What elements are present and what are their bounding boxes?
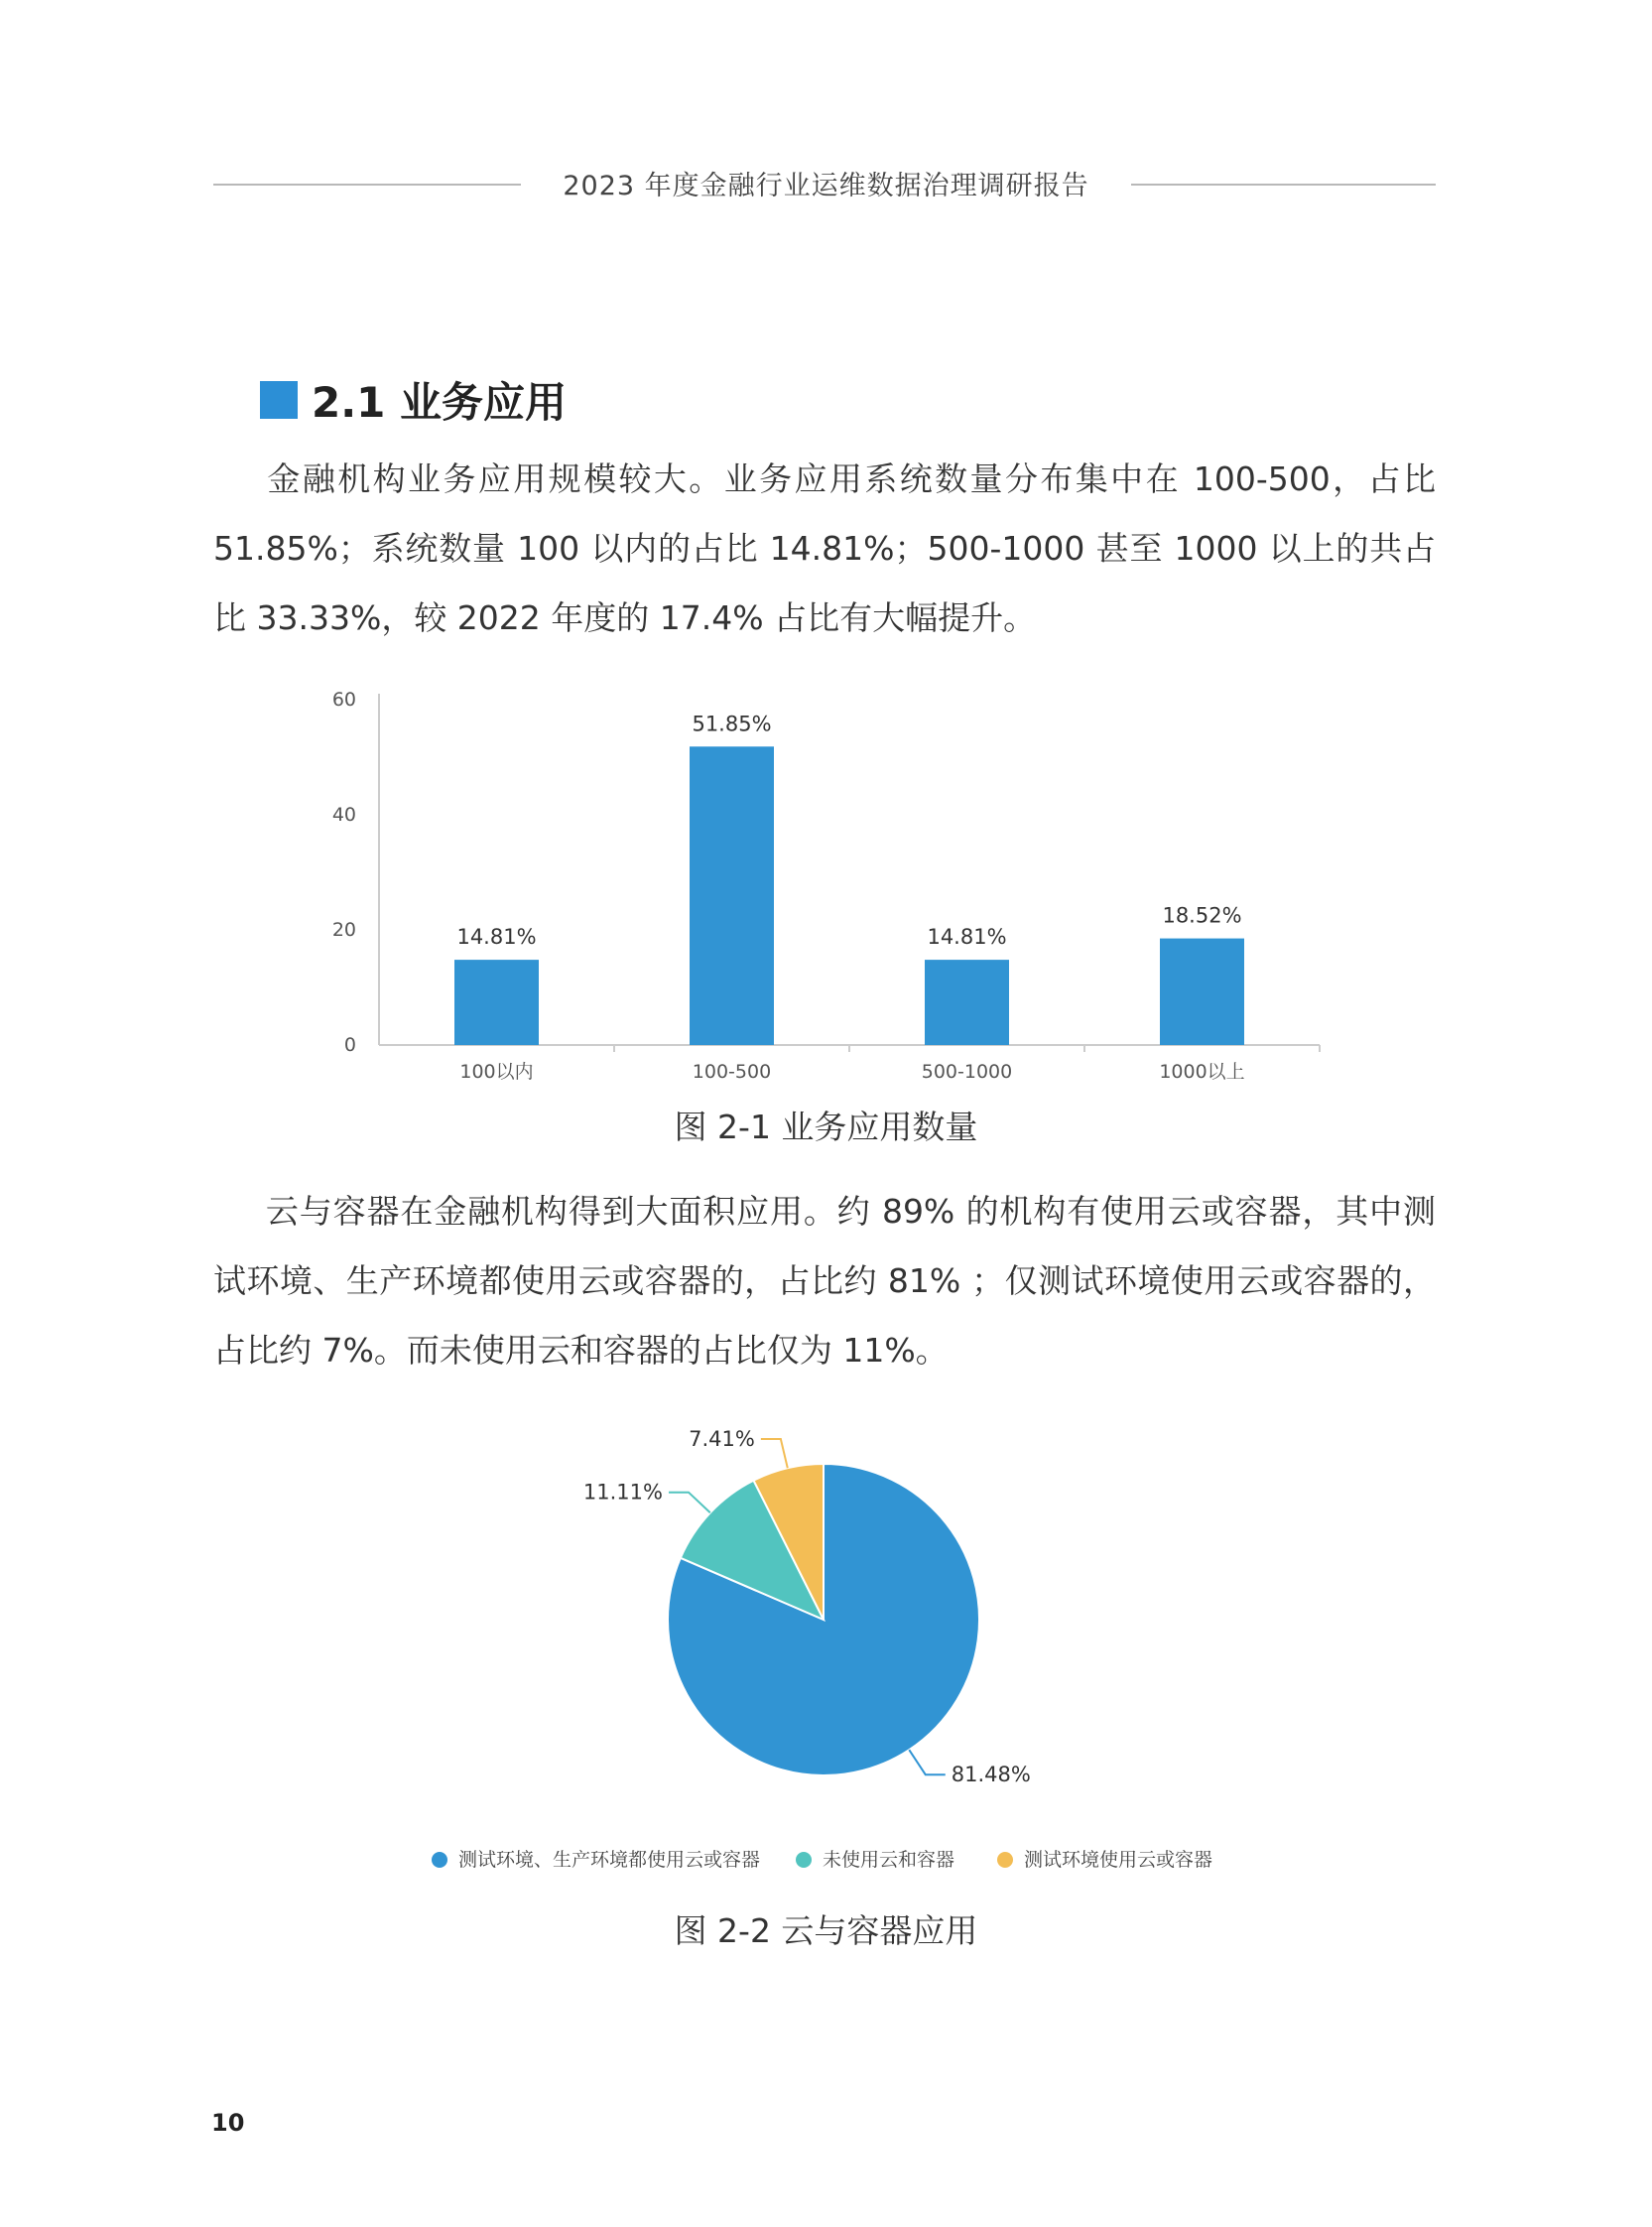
bar-data-label: 14.81% xyxy=(456,925,537,950)
bar-data-label: 18.52% xyxy=(1162,903,1242,928)
pie-data-label: 11.11% xyxy=(582,1480,663,1505)
bar-chart-business-apps xyxy=(0,675,1652,1092)
paragraph-text: 云与容器在金融机构得到大面积应用。约 89% 的机构有使用云或容器，其中测试环境、生产环境都使用云或容器的，占比约 81% ；仅测试环境使用云或容器的，占比约 7%。而未使用云和容器的占比仅为 11%。 xyxy=(213,1192,1436,1370)
legend-label: 未使用云和容器 xyxy=(823,1849,955,1871)
bar xyxy=(1160,939,1244,1045)
y-tick-label: 0 xyxy=(343,1034,356,1056)
paragraph-cloud-containers xyxy=(213,1177,1436,1385)
x-tick-label: 1000以上 xyxy=(1159,1061,1245,1083)
x-tick-label: 100-500 xyxy=(692,1061,772,1083)
y-tick-label: 60 xyxy=(331,689,356,711)
bar xyxy=(925,960,1009,1045)
paragraph-business-apps xyxy=(213,445,1436,653)
section-marker-icon xyxy=(260,381,298,419)
x-tick-label: 100以内 xyxy=(459,1061,534,1083)
figure-caption-2-1: 图 2-1 业务应用数量 xyxy=(674,1108,978,1146)
pie-data-label: 7.41% xyxy=(689,1427,755,1452)
bar-data-label: 14.81% xyxy=(927,925,1007,950)
paragraph-text: 金融机构业务应用规模较大。业务应用系统数量分布集中在 100-500，占比 51.85%；系统数量 100 以内的占比 14.81%；500-1000 甚至 1000 以上的共占比 33.33%，较 2022 年度的 17.4% 占比有大幅提升。 xyxy=(213,459,1436,637)
section-heading xyxy=(260,375,567,425)
section-title: 2.1 业务应用 xyxy=(312,378,568,427)
legend-label: 测试环境使用云或容器 xyxy=(1024,1849,1213,1871)
legend-marker xyxy=(997,1852,1013,1868)
pie-data-label: 81.48% xyxy=(951,1763,1031,1787)
header-rule-right xyxy=(1131,184,1436,186)
header-title: 2023 年度金融行业运维数据治理调研报告 xyxy=(563,171,1089,201)
bar xyxy=(454,960,539,1045)
pie-leader-line xyxy=(761,1439,788,1468)
y-tick-label: 20 xyxy=(331,919,356,941)
legend-label: 测试环境、生产环境都使用云或容器 xyxy=(458,1849,761,1871)
legend-marker xyxy=(432,1852,447,1868)
pie-chart-cloud-containers xyxy=(0,1399,1652,1896)
page-number: 10 xyxy=(211,2109,245,2137)
figure-caption-2-2: 图 2-2 云与容器应用 xyxy=(674,1911,978,1950)
bar-data-label: 51.85% xyxy=(692,712,772,736)
bar xyxy=(690,746,774,1045)
pie-leader-line xyxy=(909,1750,945,1774)
y-tick-label: 40 xyxy=(331,804,356,826)
x-tick-label: 500-1000 xyxy=(921,1061,1013,1083)
header-rule-left xyxy=(213,184,521,186)
pie-leader-line xyxy=(669,1493,710,1513)
legend-marker xyxy=(796,1852,812,1868)
